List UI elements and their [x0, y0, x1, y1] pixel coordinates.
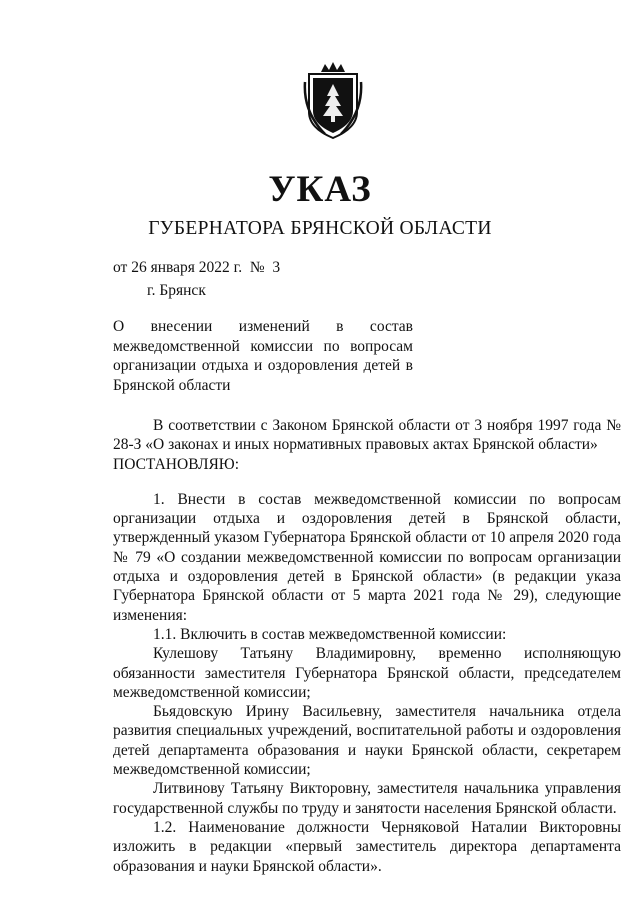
person-1-paragraph: Кулешову Татьяну Владимировну, временно исполняющую обязанности заместителя Губернатора Брянской области, председателем межведомственной комиссии;: [113, 645, 621, 701]
item-1-paragraph: 1. Внести в состав межведомственной комиссии по вопросам организации отдыха и оздоровления детей в Брянской области, утвержденный указом Губернатора Брянской области от 10 апреля 2020 года № 79 «О создании межведомственной комиссии по вопросам организации отдыха и оздоровления детей в Брянской области» (в редакции указа Губернатора Брянской области от 5 марта 2021 года № 29), следующие изменения:: [113, 490, 621, 624]
document-subject: О внесении изменений в состав межведомственной комиссии по вопросам организации отдыха и оздоровления детей в Брянской области: [113, 318, 413, 394]
decree-word: ПОСТАНОВЛЯЮ:: [113, 455, 240, 473]
preamble-paragraph: В соответствии с Законом Брянской области от 3 ноября 1997 года № 28-З «О законах и иных нормативных правовых актах Брянской области»: [113, 417, 621, 454]
document-subtitle: ГУБЕРНАТОРА БРЯНСКОЙ ОБЛАСТИ: [148, 218, 492, 239]
item-1-1-paragraph: 1.1. Включить в состав межведомственной комиссии:: [153, 625, 507, 643]
document-body: [113, 416, 621, 876]
document-date-number: от 26 января 2022 г. № 3: [113, 259, 281, 276]
item-1-2-paragraph: 1.2. Наименование должности Черняковой Наталии Викторовны изложить в редакции «первый заместитель директора департамента образования и науки Брянской области».: [113, 818, 621, 875]
document-title: УКАЗ: [268, 169, 372, 210]
person-2-paragraph: Бьядовскую Ирину Васильевну, заместителя начальника отдела развития специальных учреждений, воспитательной работы и оздоровления детей департамента образования и науки Брянской области, секретарем межведомственной комиссии;: [113, 703, 621, 779]
person-3-paragraph: Литвинову Татьяну Викторовну, заместителя начальника управления государственной службы по труду и занятости населения Брянской области.: [113, 780, 621, 817]
document-city: г. Брянск: [147, 282, 206, 299]
coat-of-arms-emblem: [303, 62, 363, 140]
